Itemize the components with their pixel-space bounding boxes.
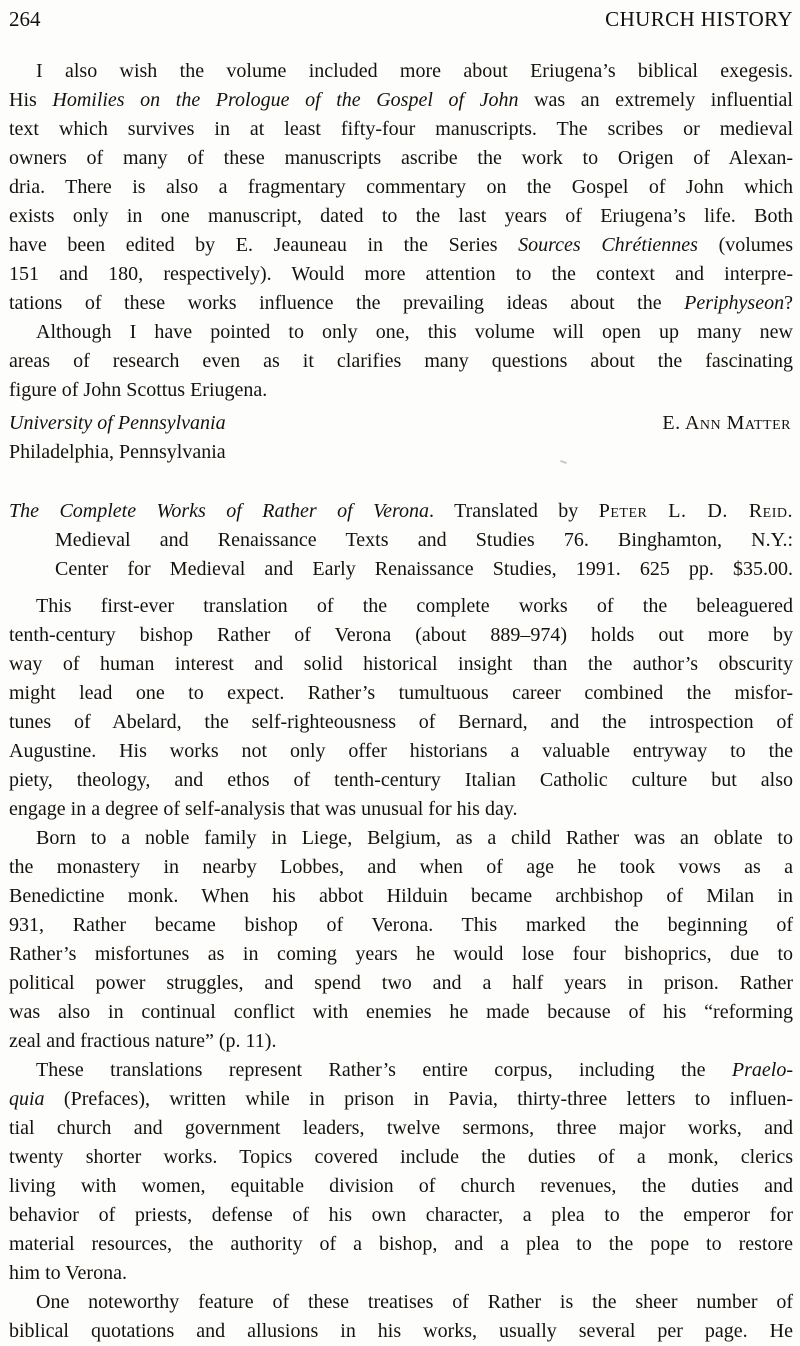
text-line: the monastery in nearby Lobbes, and when of age he took vows as a: [9, 856, 793, 878]
review-rather: [9, 497, 793, 1346]
text-line: text which survives in at least fifty-four manuscripts. The scribes or medieval: [9, 118, 793, 140]
paragraph-rather-quotations: [9, 1288, 793, 1346]
text-line: tations of these works influence the prevailing ideas about the Periphyseon?: [9, 292, 793, 314]
text-line: This first-ever translation of the complete works of the beleaguered: [36, 595, 793, 617]
review-eriugena-end: [9, 57, 793, 467]
text-line: His Homilies on the Prologue of the Gospel of John was an extremely influential: [9, 89, 793, 111]
text-line: owners of many of these manuscripts ascribe the work to Origen of Alexan-: [9, 147, 793, 169]
reviewer-name: E. Ann Matter: [662, 412, 791, 434]
text-line: living with women, equitable division of church revenues, the duties and: [9, 1175, 793, 1197]
paragraph-eriugena-conclusion: [9, 318, 793, 405]
text-line: Benedictine monk. When his abbot Hilduin became archbishop of Milan in: [9, 885, 793, 907]
text-line: tenth-century bishop Rather of Verona (about 889–974) holds out more by: [9, 624, 793, 646]
text-line: was also in continual conflict with enemies he made because of his “reforming: [9, 1001, 793, 1023]
text-line: quia (Prefaces), written while in prison in Pavia, thirty-three letters to influen-: [9, 1088, 793, 1110]
text-line: piety, theology, and ethos of tenth-century Italian Catholic culture but also: [9, 769, 793, 791]
text-line: engage in a degree of self-analysis that was unusual for his day.: [9, 798, 518, 820]
paragraph-rather-corpus: [9, 1056, 793, 1288]
text-line: him to Verona.: [9, 1262, 127, 1284]
paragraph-rather-intro: [9, 592, 793, 824]
text-line: might lead one to expect. Rather’s tumultuous career combined the misfor-: [9, 682, 793, 704]
text-line: 931, Rather became bishop of Verona. This marked the beginning of: [9, 914, 793, 936]
text-line: Medieval and Renaissance Texts and Studies 76. Binghamton, N.Y.:: [55, 529, 793, 551]
text-line: material resources, the authority of a bishop, and a plea to the pope to restore: [9, 1233, 793, 1255]
text-line: tial church and government leaders, twelve sermons, three major works, and: [9, 1117, 793, 1139]
text-line: I also wish the volume included more about Eriugena’s biblical exegesis.: [36, 60, 793, 82]
page-header: [9, 5, 793, 34]
page-number: 264: [9, 7, 41, 31]
text-line: twenty shorter works. Topics covered include the duties of a monk, clerics: [9, 1146, 793, 1168]
text-line: way of human interest and solid historical insight than the author’s obscurity: [9, 653, 793, 675]
text-line: areas of research even as it clarifies many questions about the fascinating: [9, 350, 793, 372]
reviewer-location: Philadelphia, Pennsylvania: [9, 441, 226, 463]
text-line: tunes of Abelard, the self-righteousness of Bernard, and the introspection of: [9, 711, 793, 733]
text-line: dria. There is also a fragmentary commentary on the Gospel of John which: [9, 176, 793, 198]
paragraph-eriugena-exegesis: [9, 57, 793, 318]
text-line: These translations represent Rather’s entire corpus, including the Praelo-: [36, 1059, 793, 1081]
text-line: zeal and fractious nature” (p. 11).: [9, 1030, 277, 1052]
reviewer-affiliation-block: [9, 409, 226, 467]
text-line: Rather’s misfortunes as in coming years he would lose four bishoprics, due to: [9, 943, 793, 965]
text-line: Augustine. His works not only offer historians a valuable entryway to the: [9, 740, 793, 762]
running-head-journal-title: CHURCH HISTORY: [605, 7, 793, 31]
text-line: biblical quotations and allusions in his works, usually several per page. He: [9, 1320, 793, 1342]
text-line: 151 and 180, respectively). Would more attention to the context and interpre-: [9, 263, 793, 285]
reviewer-affiliation: University of Pennsylvania: [9, 412, 226, 434]
text-line: exists only in one manuscript, dated to the last years of Eriugena’s life. Both: [9, 205, 793, 227]
text-line: Although I have pointed to only one, this volume will open up many new: [36, 321, 793, 343]
book-citation: [9, 497, 793, 584]
text-line: have been edited by E. Jeauneau in the Series Sources Chrétiennes (volumes: [9, 234, 794, 256]
text-line: behavior of priests, defense of his own character, a plea to the emperor for: [9, 1204, 793, 1226]
text-line: The Complete Works of Rather of Verona. Translated by Peter L. D. Reid.: [9, 500, 793, 522]
text-line: One noteworthy feature of these treatises of Rather is the sheer number of: [36, 1291, 793, 1313]
text-line: Born to a noble family in Liege, Belgium, as a child Rather was an oblate to: [36, 827, 793, 849]
text-line: political power struggles, and spend two and a half years in prison. Rather: [9, 972, 793, 994]
text-line: Center for Medieval and Early Renaissance Studies, 1991. 625 pp. $35.00.: [55, 558, 793, 580]
text-line: figure of John Scottus Eriugena.: [9, 379, 268, 401]
paragraph-rather-biography: [9, 824, 793, 1056]
reviewer-signature: [9, 409, 793, 467]
